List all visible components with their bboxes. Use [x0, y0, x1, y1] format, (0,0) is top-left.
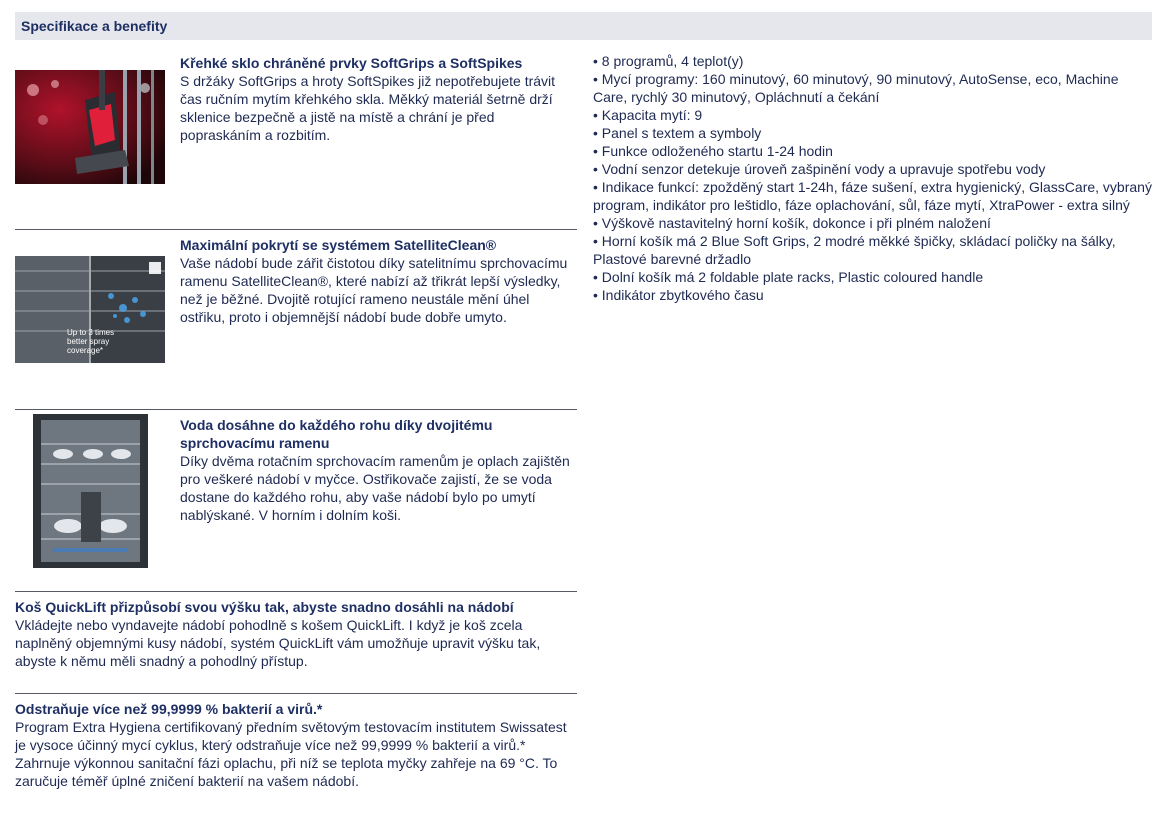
feature-title: Křehké sklo chráněné prvky SoftGrips a SoftSpikes	[180, 55, 523, 71]
spec-item: • Indikátor zbytkového času	[593, 286, 1155, 304]
feature-extra-hygiene	[15, 693, 577, 806]
spec-item: • Panel s textem a symboly	[593, 124, 1155, 142]
section-header	[15, 12, 1152, 40]
softgrips-image	[15, 70, 165, 184]
feature-dual-spray-arm	[15, 409, 577, 590]
feature-title: Maximální pokrytí se systémem SatelliteClean®	[180, 237, 497, 253]
spec-item: • Výškově nastavitelný horní košík, dokonce i při plném naložení	[593, 214, 1155, 232]
spec-item: • 8 programů, 4 teplot(y)	[593, 52, 1155, 70]
feature-description: Vkládejte nebo vyndavejte nádobí pohodlně s košem QuickLift. I když je koš zcela naplněný objemnými kusy nádobí, systém QuickLift vám umožňuje upravit výšku tak, abyste k němu měli snadný a pohodlný přístup.	[15, 617, 541, 669]
spec-item: • Horní košík má 2 Blue Soft Grips, 2 modré měkké špičky, skládací poličky na šálky, Plastové barevné držadlo	[593, 232, 1155, 268]
section-title: Specifikace a benefity	[21, 18, 168, 34]
feature-description: Díky dvěma rotačním sprchovacím ramenům je oplach zajištěn pro veškeré nádobí v myčce. Ostřikovače zajistí, že se voda dostane do každého rohu, aby vaše nádobí bylo po umytí nablýskané. V horním i dolním koši.	[180, 453, 570, 523]
feature-title: Voda dosáhne do každého rohu díky dvojitému sprchovacímu ramenu	[180, 417, 493, 451]
feature-description: Vaše nádobí bude zářit čistotou díky satelitnímu sprchovacímu ramenu SatelliteClean®, které nabízí až třikrát lepší výsledky, než je běžné. Dvojitě rotující rameno neustále mění úhel ostřiku, proto i objemnější nádobí bude dobře umyto.	[180, 255, 568, 325]
feature-softgrips	[15, 52, 577, 222]
feature-satelliteclean	[15, 229, 577, 408]
feature-title: Odstraňuje více než 99,9999 % bakterií a virů.*	[15, 701, 323, 717]
feature-quicklift	[15, 591, 577, 692]
spec-item: • Mycí programy: 160 minutový, 60 minutový, 90 minutový, AutoSense, eco, Machine Care, rychlý 30 minutový, Opláchnutí a čekání	[593, 70, 1155, 106]
feature-description: Program Extra Hygiena certifikovaný předním světovým testovacím institutem Swissatest je vysoce účinný mycí cyklus, který odstraňuje více než 99,9999 % bakterií a virů.* Zahrnuje výkonnou sanitační fázi oplachu, při níž se teplota myčky zahřeje na 69 °C. To zaručuje téměř úplné zničení bakterií na vašem nádobí.	[15, 719, 567, 789]
spec-item: • Dolní košík má 2 foldable plate racks, Plastic coloured handle	[593, 268, 1155, 286]
dual-spray-arm-image	[33, 414, 148, 568]
satelliteclean-image	[15, 256, 165, 363]
spec-item: • Vodní senzor detekuje úroveň zašpinění vody a upravuje spotřebu vody	[593, 160, 1155, 178]
spec-item: • Funkce odloženého startu 1-24 hodin	[593, 142, 1155, 160]
feature-description: S držáky SoftGrips a hroty SoftSpikes již nepotřebujete trávit čas ručním mytím křehkého skla. Měkký materiál šetrně drží sklenice bezpečně a jistě na místě a chrání je před popraskáním a rozbitím.	[180, 73, 556, 143]
spray-coverage-badge: Up to 3 times better spray coverage*	[67, 328, 115, 355]
spec-list	[593, 52, 1155, 304]
spec-item: • Kapacita mytí: 9	[593, 106, 1155, 124]
spec-item: • Indikace funkcí: zpožděný start 1-24h, fáze sušení, extra hygienický, GlassCare, vybraný program, indikátor pro leštidlo, fáze oplachování, sůl, fáze mytí, XtraPower - extra silný	[593, 178, 1155, 214]
feature-title: Koš QuickLift přizpůsobí svou výšku tak, abyste snadno dosáhli na nádobí	[15, 599, 514, 615]
